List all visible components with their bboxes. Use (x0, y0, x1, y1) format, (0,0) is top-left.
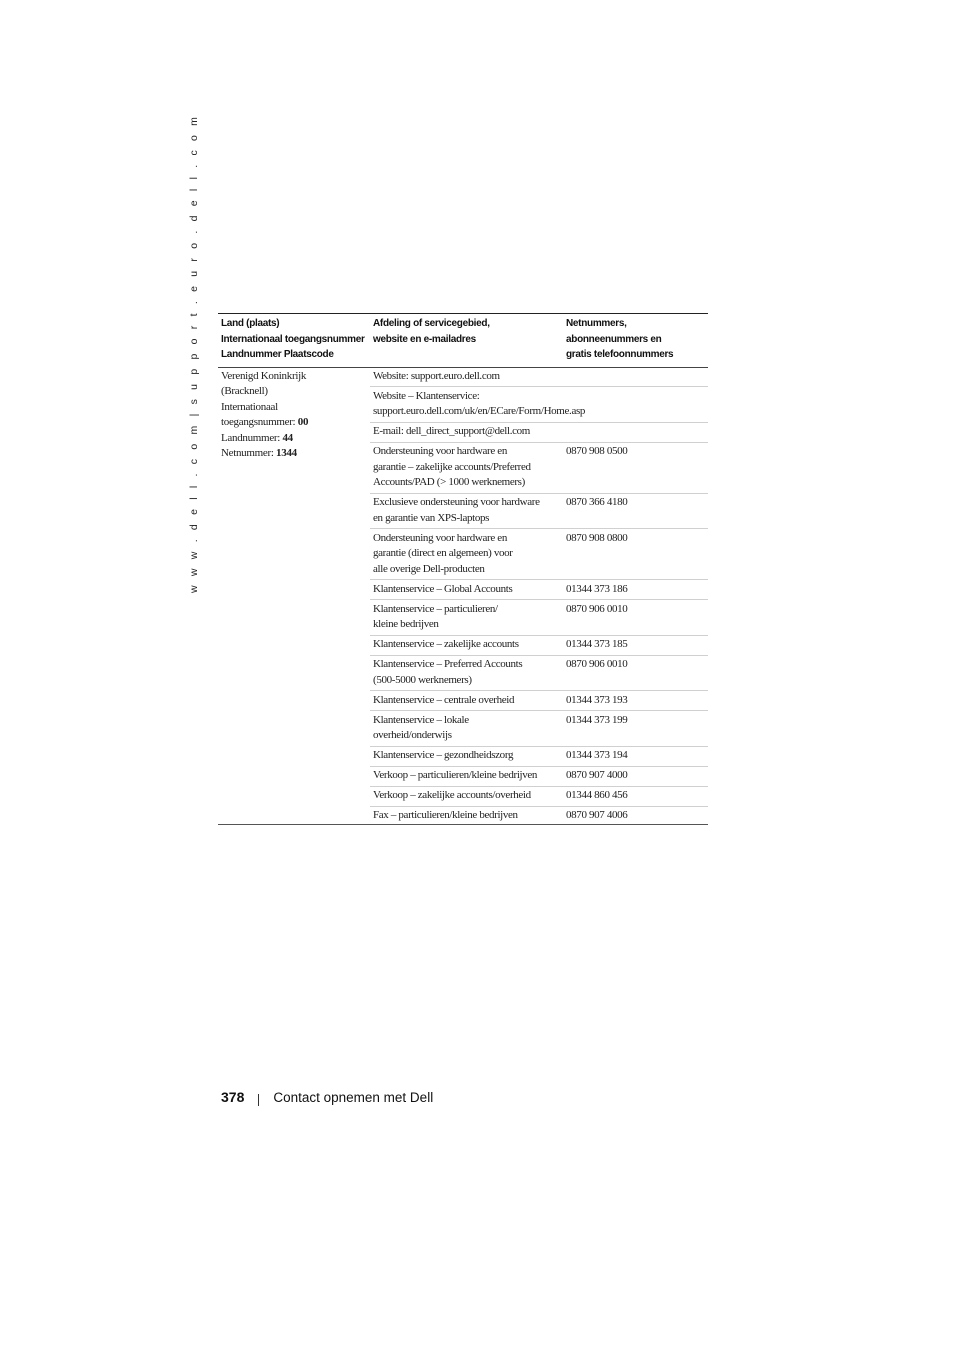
phone-number: 0870 366 4180 (566, 496, 628, 508)
table-row (370, 444, 708, 494)
customer-service-website-link[interactable]: support.euro.dell.com/uk/en/ECare/Form/Home.asp (373, 405, 586, 417)
access-code (221, 415, 370, 431)
service-description: Klantenservice – particulieren/ kleine bedrijven (373, 602, 498, 630)
service-description: Klantenservice – gezondheidszorg (373, 749, 514, 761)
phone-number: 01344 373 194 (566, 749, 628, 761)
phone-number: 0870 907 4000 (566, 769, 628, 781)
phone-number: 0870 906 0010 (566, 658, 628, 670)
service-description: Klantenservice – Preferred Accounts (500-5000 werknemers) (373, 658, 523, 686)
service-description: Klantenservice – lokale overheid/onderwijs (373, 713, 469, 741)
table-row (370, 808, 708, 824)
email-row (370, 424, 708, 443)
table-row (370, 582, 708, 601)
table-body (218, 368, 708, 824)
side-url-text: w w w . d e l l . c o m | s u p p o r t . e u r o . d e l l . c o m (188, 113, 200, 593)
service-description: Exclusieve ondersteuning voor hardware en garantie van XPS-laptops (373, 496, 540, 524)
footer-divider (258, 1094, 259, 1106)
area-code (221, 446, 370, 462)
phone-number: 01344 373 186 (566, 582, 628, 595)
customer-service-website-cell (370, 389, 708, 420)
table-row (370, 637, 708, 656)
phone-number: 01344 373 193 (566, 693, 628, 706)
phone-number: 0870 906 0010 (566, 602, 628, 615)
phone-number: 01344 860 456 (566, 789, 628, 801)
intl-label: Internationaal (221, 400, 278, 413)
contact-table (218, 313, 708, 825)
table-header (218, 314, 708, 368)
website-label: Website: (373, 369, 411, 382)
table-row (370, 531, 708, 581)
table-row (370, 693, 708, 712)
phone-number: 0870 907 4006 (566, 809, 628, 821)
service-description: Klantenservice – centrale overheid (373, 693, 515, 706)
service-number-rows (370, 444, 708, 824)
country-code (221, 431, 370, 447)
country-city: (Bracknell) (221, 385, 268, 397)
website-link[interactable]: support.euro.dell.com (410, 369, 500, 382)
header-country: Land (plaats) Internationaal toegangsnummer Landnummer Plaatscode (221, 318, 365, 360)
table-row (370, 495, 708, 529)
country-name: Verenigd Koninkrijk (221, 369, 307, 382)
country-code-label: Landnummer: (221, 431, 283, 444)
service-description: Verkoop – zakelijke accounts/overheid (373, 789, 531, 801)
customer-service-website-label: Website – Klantenservice: (373, 389, 480, 402)
phone-number: 01344 373 185 (566, 638, 628, 650)
phone-number: 0870 908 0800 (566, 531, 628, 544)
country-cell (218, 369, 370, 824)
table-row (370, 768, 708, 787)
website-row (370, 369, 708, 388)
table-row (370, 788, 708, 807)
header-numbers: Netnummers, abonneenummers en gratis telefoonnummers (566, 318, 674, 360)
area-code-label: Netnummer: (221, 447, 277, 459)
header-service: Afdeling of servicegebied, website en e-mailadres (373, 318, 490, 345)
table-row (370, 713, 708, 747)
service-description: Fax – particulieren/kleine bedrijven (373, 809, 518, 821)
access-code-label: toegangsnummer: (221, 416, 298, 428)
area-code-value: 1344 (276, 447, 297, 459)
service-description: Klantenservice – zakelijke accounts (373, 638, 519, 650)
service-description: Ondersteuning voor hardware en garantie – zakelijke accounts/Preferred Accounts/PAD (> 1000 werknemers) (373, 445, 531, 488)
service-description: Verkoop – particulieren/kleine bedrijven (373, 769, 538, 781)
page-footer (221, 1088, 433, 1106)
phone-number: 0870 908 0500 (566, 445, 628, 457)
table-row (370, 748, 708, 767)
table-row (370, 657, 708, 691)
service-description: Klantenservice – Global Accounts (373, 582, 513, 595)
table-row (370, 602, 708, 636)
access-code-value: 00 (297, 416, 309, 428)
country-code-value: 44 (282, 431, 293, 444)
phone-number: 01344 373 199 (566, 713, 628, 726)
email-cell[interactable]: E-mail: dell_direct_support@dell.com (373, 425, 530, 437)
website-cell (370, 369, 708, 385)
service-description: Ondersteuning voor hardware en garantie (direct en algemeen) voor alle overige Dell-producten (373, 531, 513, 575)
page-number: 378 (221, 1089, 245, 1105)
footer-title: Contact opnemen met Dell (273, 1089, 434, 1105)
service-rows (370, 369, 708, 824)
customer-service-website-row (370, 389, 708, 423)
